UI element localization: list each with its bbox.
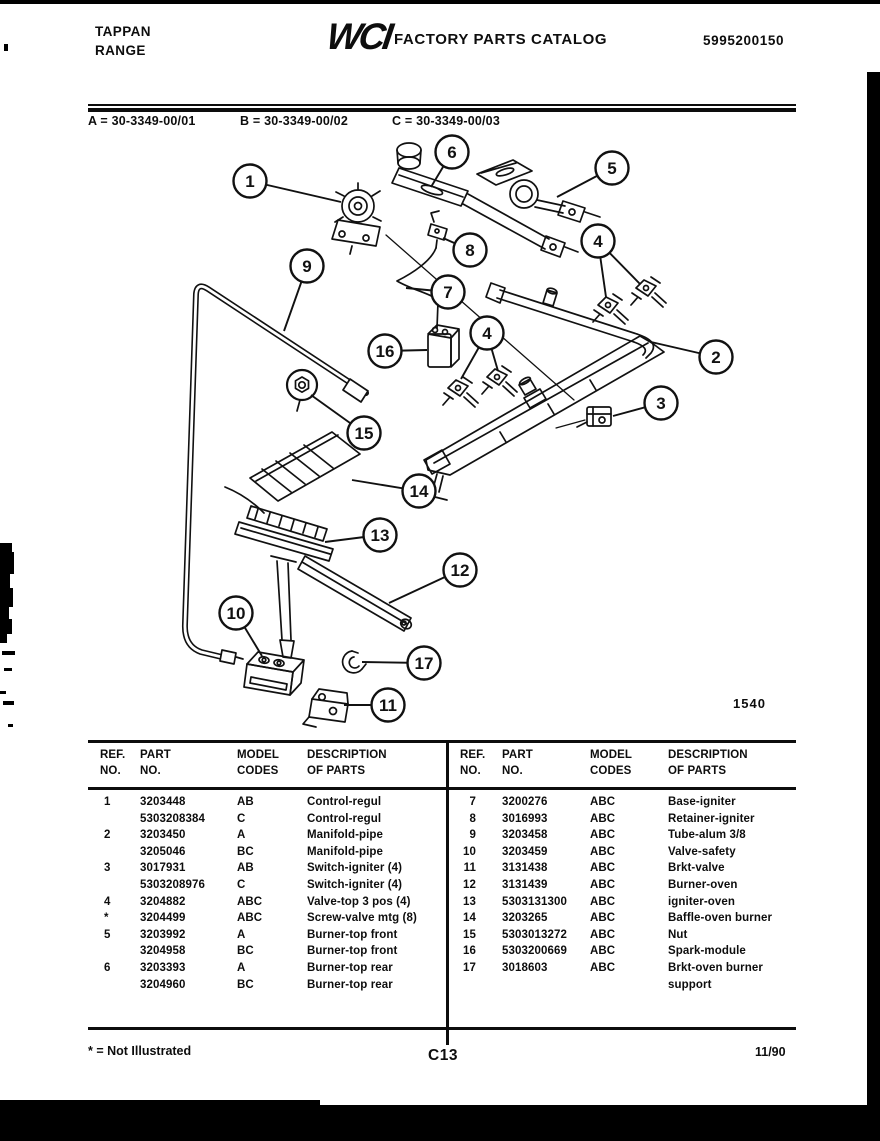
ref-no-cell: 17 bbox=[463, 961, 476, 974]
table-header-row bbox=[447, 748, 795, 779]
ref-no-cell: 12 bbox=[463, 878, 476, 891]
table-row bbox=[96, 811, 446, 828]
callout-number: 5 bbox=[607, 159, 617, 178]
description-cell: Burner-top rear bbox=[307, 961, 393, 974]
description-cell: Base-igniter bbox=[668, 796, 736, 808]
model-codes-cell: A bbox=[237, 829, 246, 842]
callout-number: 9 bbox=[302, 257, 312, 276]
table-row bbox=[96, 910, 446, 927]
description-cell: Control-regul bbox=[307, 812, 382, 825]
description-cell: Brkt-valve bbox=[668, 862, 725, 875]
part-no-cell: 5303013272 bbox=[502, 928, 567, 941]
callout-number: 8 bbox=[465, 241, 475, 260]
ref-no-cell bbox=[96, 943, 140, 960]
part-top-valve bbox=[482, 366, 517, 396]
part-manifold-pipe bbox=[424, 283, 664, 500]
table-row bbox=[96, 877, 446, 894]
part-no-cell: 3203448 bbox=[140, 796, 186, 808]
part-no-cell: 5303200669 bbox=[502, 945, 567, 958]
model-codes-cell: ABC bbox=[590, 912, 616, 925]
part-no-cell: 3205046 bbox=[140, 845, 186, 858]
ref-no-cell bbox=[96, 811, 140, 828]
model-codes-cell: AB bbox=[237, 862, 254, 875]
callout-number: 4 bbox=[482, 324, 492, 343]
callout-layer bbox=[220, 136, 733, 722]
part-top-valve bbox=[443, 377, 478, 407]
description-cell: Control-regul bbox=[307, 796, 382, 808]
callout-number: 10 bbox=[226, 604, 246, 623]
part-valve-safety bbox=[244, 652, 304, 695]
callout-number: 17 bbox=[414, 654, 434, 673]
part-burner-oven bbox=[298, 556, 413, 631]
ref-no-cell: 6 bbox=[104, 961, 111, 974]
ref-no-cell: 9 bbox=[469, 829, 476, 842]
callout-number: 12 bbox=[450, 561, 470, 580]
column-header: DESCRIPTION OF PARTS bbox=[668, 749, 748, 777]
figure-number: 1540 bbox=[733, 696, 766, 711]
description-cell: Switch-igniter (4) bbox=[307, 862, 403, 875]
part-no-cell: 3131439 bbox=[502, 878, 548, 891]
callout-number: 14 bbox=[409, 482, 429, 501]
part-no-cell: 3017931 bbox=[140, 862, 186, 875]
part-alum-tube bbox=[185, 286, 368, 664]
table-row bbox=[447, 894, 795, 911]
model-codes-cell: ABC bbox=[590, 862, 616, 875]
table-row bbox=[447, 860, 795, 877]
table-rule-bottom bbox=[88, 1027, 796, 1030]
callout-number: 13 bbox=[370, 526, 390, 545]
brand-line1: TAPPAN bbox=[95, 24, 151, 39]
model-codes-cell: BC bbox=[237, 945, 254, 958]
part-no-cell: 3018603 bbox=[502, 961, 548, 974]
catalog-title: FACTORY PARTS CATALOG bbox=[394, 31, 608, 48]
description-cell: Valve-top 3 pos (4) bbox=[307, 895, 411, 908]
model-codes-cell: ABC bbox=[590, 812, 616, 825]
description-cell: igniter-oven bbox=[668, 895, 736, 908]
part-no-cell: 3200276 bbox=[502, 796, 548, 808]
callout-number: 15 bbox=[354, 424, 374, 443]
ref-no-cell: 13 bbox=[463, 895, 476, 908]
parts-table-left bbox=[96, 748, 446, 993]
callout-number: 11 bbox=[379, 696, 397, 715]
table-row bbox=[447, 977, 795, 994]
model-codes-cell: ABC bbox=[590, 878, 616, 891]
model-codes-cell: C bbox=[237, 878, 246, 891]
part-base-igniter-rear bbox=[477, 160, 600, 222]
ref-no-cell: 4 bbox=[104, 895, 111, 908]
ref-no-cell: 2 bbox=[104, 829, 111, 842]
description-cell: Retainer-igniter bbox=[668, 812, 755, 825]
table-row bbox=[447, 877, 795, 894]
table-row bbox=[96, 927, 446, 944]
part-no-cell: 3203459 bbox=[502, 845, 548, 858]
part-no-cell: 5303208976 bbox=[140, 878, 205, 891]
ref-no-cell: 8 bbox=[469, 812, 476, 825]
description-cell: Manifold-pipe bbox=[307, 845, 384, 858]
part-no-cell: 5303131300 bbox=[502, 895, 567, 908]
model-codes-cell: ABC bbox=[590, 796, 616, 808]
column-header: MODEL CODES bbox=[590, 749, 633, 777]
brand-line2: RANGE bbox=[95, 43, 146, 58]
ref-no-cell bbox=[447, 977, 502, 994]
model-codes-cell: ABC bbox=[590, 845, 616, 858]
model-codes-cell: AB bbox=[237, 796, 254, 808]
table-rule-top bbox=[88, 740, 796, 743]
description-cell: Burner-top front bbox=[307, 928, 398, 941]
description-cell: Burner-oven bbox=[668, 878, 738, 891]
description-cell: Brkt-oven burner bbox=[668, 961, 763, 974]
model-codes-cell: ABC bbox=[590, 945, 616, 958]
callout-number: 7 bbox=[443, 283, 453, 302]
ref-no-cell bbox=[96, 977, 140, 994]
table-row bbox=[96, 844, 446, 861]
table-row bbox=[447, 943, 795, 960]
part-no-cell: 3203265 bbox=[502, 912, 548, 925]
description-cell: Screw-valve mtg (8) bbox=[307, 912, 417, 925]
ref-no-cell: 16 bbox=[463, 945, 476, 958]
part-control bbox=[332, 183, 381, 254]
column-header: DESCRIPTION OF PARTS bbox=[307, 749, 387, 777]
table-row bbox=[447, 910, 795, 927]
model-codes-cell: A bbox=[237, 928, 246, 941]
part-no-cell bbox=[502, 977, 590, 994]
description-cell: Tube-alum 3/8 bbox=[668, 829, 746, 842]
table-row bbox=[447, 844, 795, 861]
table-row bbox=[447, 927, 795, 944]
model-codes-cell bbox=[590, 977, 668, 994]
part-no-cell: 3203450 bbox=[140, 829, 186, 842]
description-cell: Valve-safety bbox=[668, 845, 736, 858]
model-codes-cell: ABC bbox=[237, 895, 263, 908]
date-code: 11/90 bbox=[755, 1045, 786, 1059]
table-row bbox=[96, 894, 446, 911]
part-spark-module bbox=[428, 325, 459, 367]
ref-no-cell: 14 bbox=[463, 912, 476, 925]
model-code-a: A = 30-3349-00/01 bbox=[88, 114, 196, 128]
model-codes-cell: ABC bbox=[590, 895, 616, 908]
description-cell: Nut bbox=[668, 928, 688, 941]
page-code: C13 bbox=[428, 1047, 458, 1064]
description-cell: Burner-top rear bbox=[307, 978, 393, 991]
model-codes-cell: ABC bbox=[590, 928, 616, 941]
ref-no-cell: 1 bbox=[104, 796, 111, 808]
part-retainer-igniter bbox=[428, 211, 447, 248]
model-codes-cell: ABC bbox=[590, 961, 616, 974]
parts-table-right bbox=[447, 748, 795, 993]
description-cell: Spark-module bbox=[668, 945, 746, 958]
part-no-cell: 5303208384 bbox=[140, 812, 205, 825]
description-cell: Manifold-pipe bbox=[307, 829, 384, 842]
part-top-valve bbox=[593, 294, 628, 324]
description-cell: Burner-top front bbox=[307, 945, 398, 958]
ref-no-cell: * bbox=[104, 912, 109, 925]
part-no-cell: 3204882 bbox=[140, 895, 186, 908]
column-header: PART NO. bbox=[502, 749, 533, 777]
column-header: REF. NO. bbox=[460, 749, 486, 777]
ref-no-cell: 15 bbox=[463, 928, 476, 941]
model-codes-cell: BC bbox=[237, 978, 254, 991]
table-row bbox=[447, 794, 795, 811]
callout-number: 2 bbox=[711, 348, 721, 367]
model-codes-cell: ABC bbox=[237, 912, 263, 925]
wci-logo: WCI bbox=[324, 16, 393, 57]
column-header: MODEL CODES bbox=[237, 749, 280, 777]
table-header-row bbox=[96, 748, 446, 779]
table-row bbox=[96, 827, 446, 844]
callout-number: 16 bbox=[375, 342, 395, 361]
part-nut bbox=[287, 370, 317, 411]
table-row bbox=[96, 794, 446, 811]
description-cell: support bbox=[668, 978, 712, 991]
table-row bbox=[96, 960, 446, 977]
part-no-cell: 3204958 bbox=[140, 945, 186, 958]
part-no-cell: 3204499 bbox=[140, 912, 186, 925]
not-illustrated-note: * = Not Illustrated bbox=[88, 1044, 192, 1058]
ref-no-cell bbox=[96, 844, 140, 861]
part-igniter-oven bbox=[225, 487, 333, 658]
model-codes-cell: C bbox=[237, 812, 246, 825]
model-code-c: C = 30-3349-00/03 bbox=[392, 114, 500, 128]
table-row bbox=[96, 977, 446, 994]
part-no-cell: 3203458 bbox=[502, 829, 548, 842]
part-no-cell: 3204960 bbox=[140, 978, 186, 991]
model-codes-cell: BC bbox=[237, 845, 254, 858]
ref-no-cell: 10 bbox=[463, 845, 476, 858]
callout-number: 6 bbox=[447, 143, 457, 162]
column-header: REF. NO. bbox=[100, 749, 126, 777]
part-no-cell: 3131438 bbox=[502, 862, 548, 875]
part-no-cell: 3203992 bbox=[140, 928, 186, 941]
callout-number: 4 bbox=[593, 232, 603, 251]
ref-no-cell: 11 bbox=[463, 862, 476, 875]
ref-no-cell bbox=[96, 877, 140, 894]
part-baffle bbox=[250, 432, 360, 501]
model-code-b: B = 30-3349-00/02 bbox=[240, 114, 348, 128]
table-row bbox=[447, 827, 795, 844]
description-cell: Switch-igniter (4) bbox=[307, 878, 403, 891]
table-row bbox=[447, 811, 795, 828]
publication-number: 5995200150 bbox=[703, 33, 785, 48]
callout-number: 1 bbox=[245, 172, 255, 191]
description-cell: Baffle-oven burner bbox=[668, 912, 773, 925]
part-base-igniter-front bbox=[392, 143, 578, 257]
ref-no-cell: 7 bbox=[469, 796, 476, 808]
table-row bbox=[96, 943, 446, 960]
model-codes-cell: A bbox=[237, 961, 246, 974]
part-brkt-support bbox=[303, 689, 348, 727]
callout-number: 3 bbox=[656, 394, 666, 413]
table-row bbox=[96, 860, 446, 877]
column-header: PART NO. bbox=[140, 749, 171, 777]
table-row bbox=[447, 960, 795, 977]
model-codes-cell: ABC bbox=[590, 829, 616, 842]
ref-no-cell: 5 bbox=[104, 928, 111, 941]
ref-no-cell: 3 bbox=[104, 862, 111, 875]
part-no-cell: 3016993 bbox=[502, 812, 548, 825]
part-no-cell: 3203393 bbox=[140, 961, 186, 974]
